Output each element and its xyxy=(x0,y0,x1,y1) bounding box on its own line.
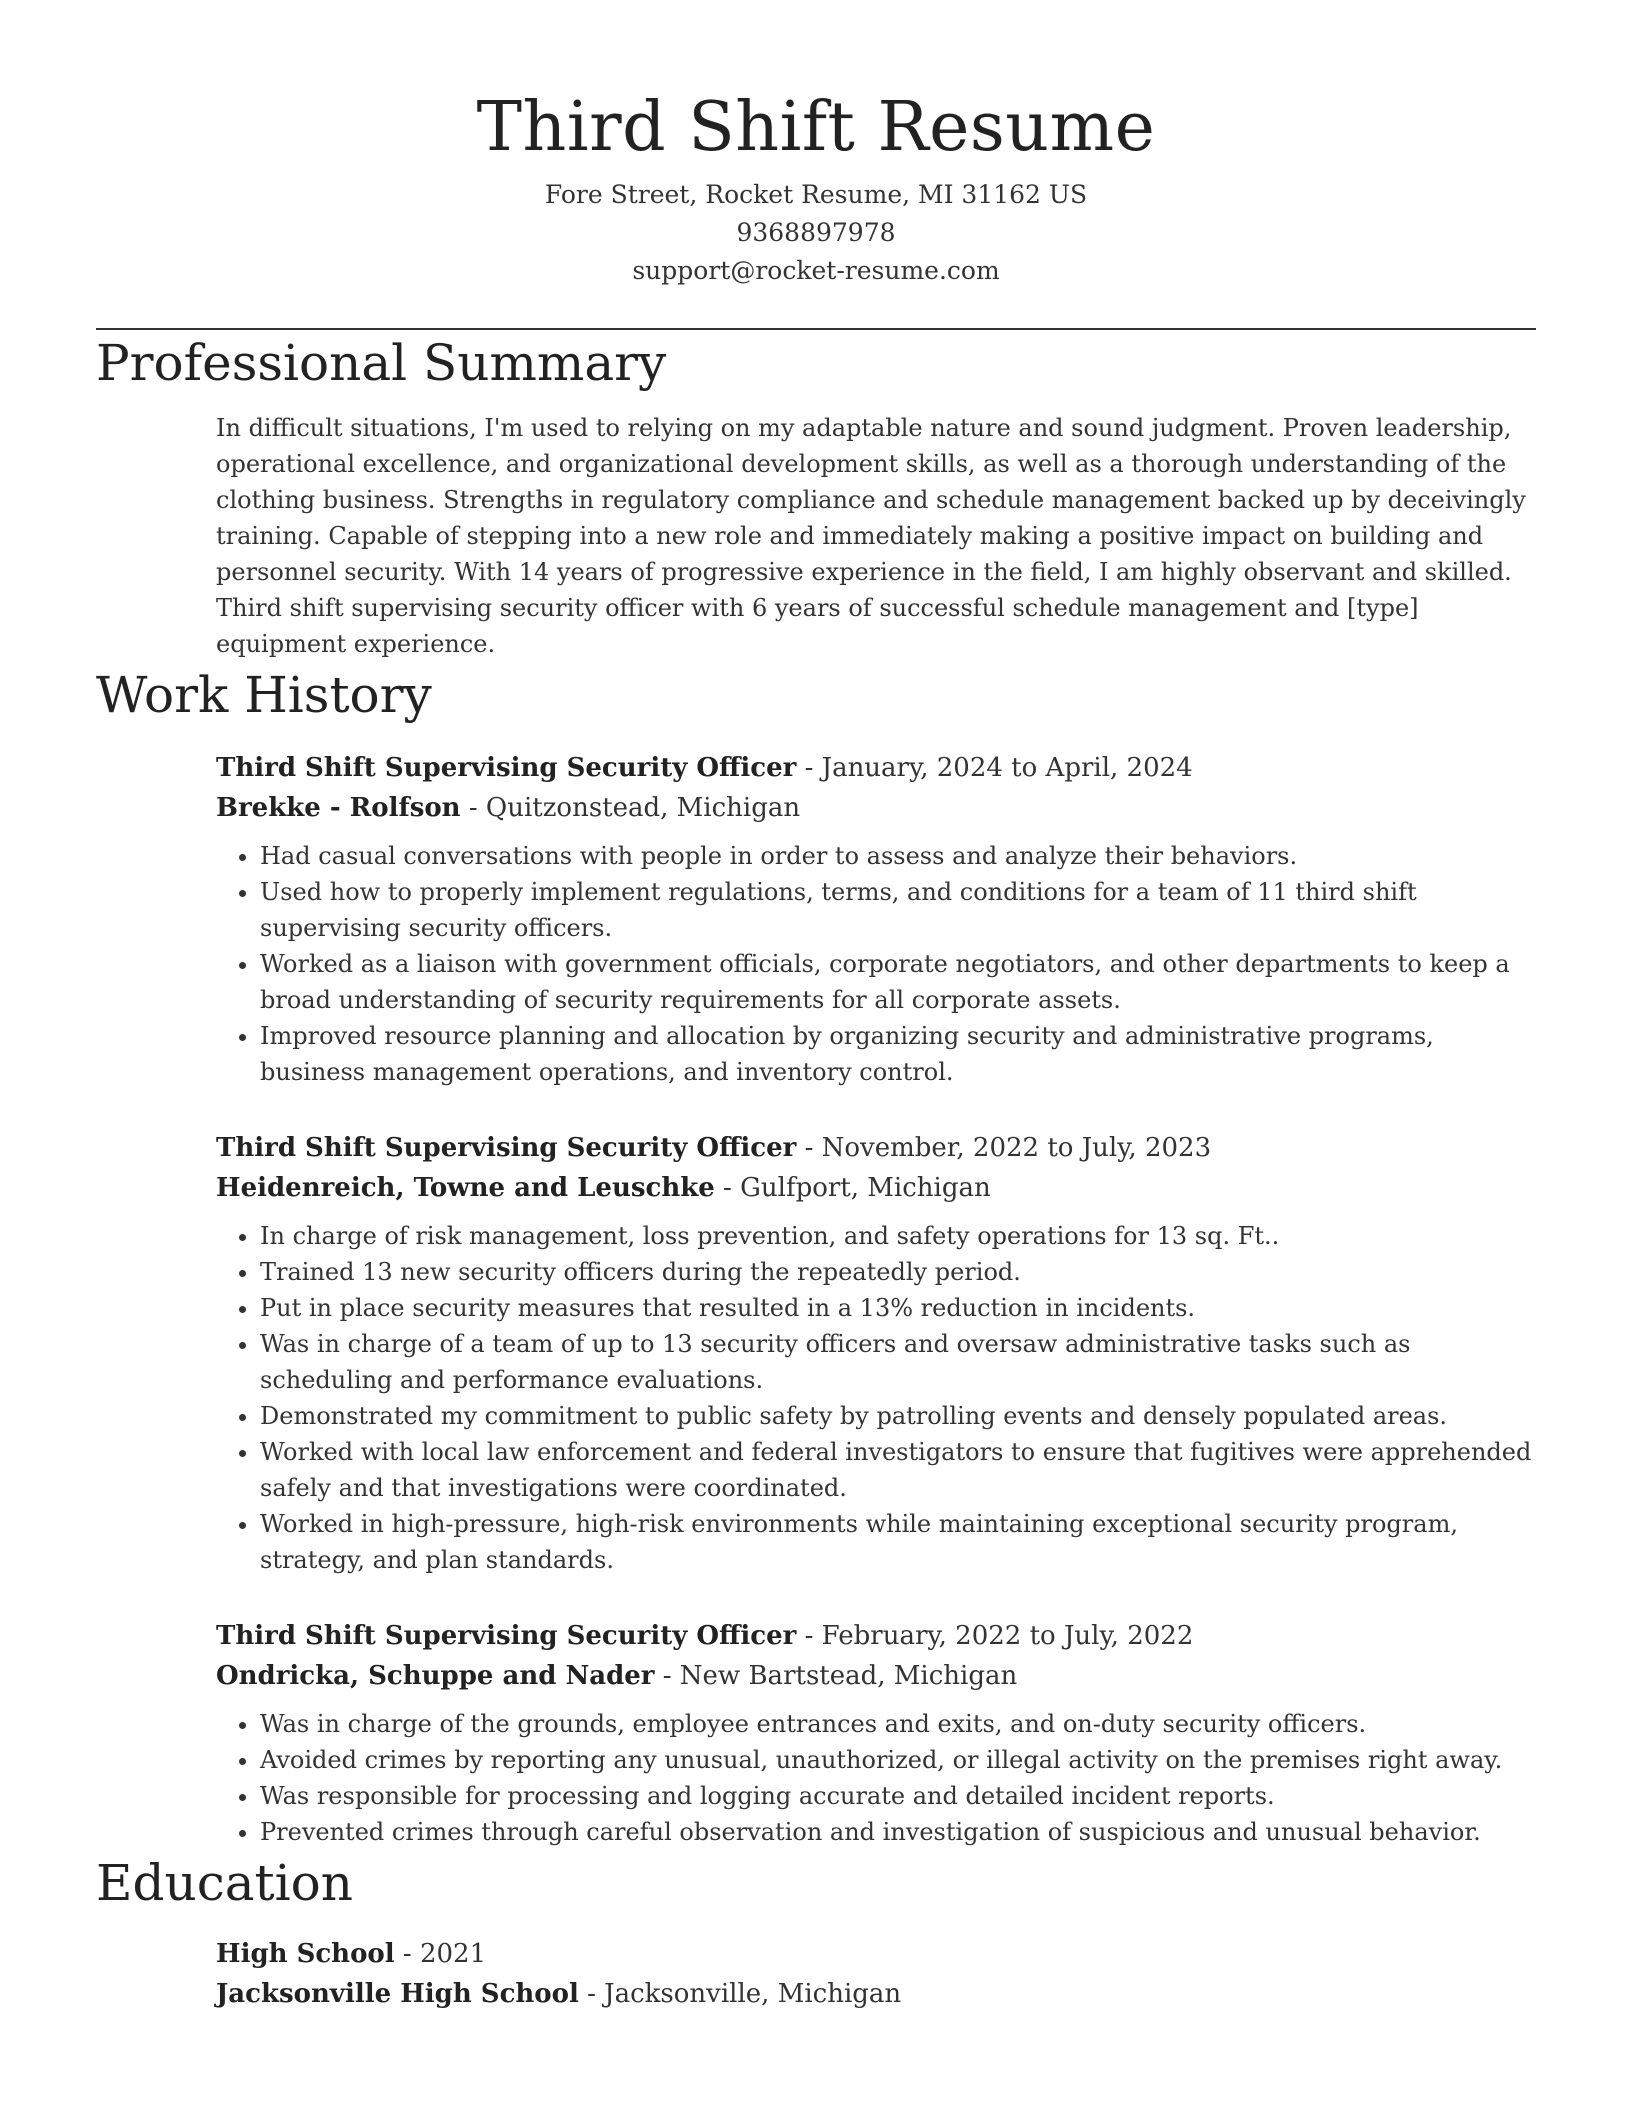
contact-email: support@rocket-resume.com xyxy=(632,256,1000,285)
job-duties xyxy=(216,1218,1536,1578)
job-title-line xyxy=(216,1616,1536,1656)
resume-header xyxy=(96,0,1536,290)
duty-item: • Put in place security measures that resulted in a 13% reduction in incidents. xyxy=(260,1290,1536,1326)
duty-item: • In charge of risk management, loss prevention, and safety operations for 13 sq. Ft.. xyxy=(260,1218,1536,1254)
job-dates: - November, 2022 to July, 2023 xyxy=(796,1133,1212,1163)
education-heading: Education xyxy=(96,1854,353,1912)
duty-item: • Demonstrated my commitment to public safety by patrolling events and densely populated areas. xyxy=(260,1398,1536,1434)
duty-item: • Used how to properly implement regulations, terms, and conditions for a team of 11 third shift supervising security officers. xyxy=(260,874,1536,946)
job-company-line xyxy=(216,1656,1536,1696)
contact-phone: 9368897978 xyxy=(736,218,896,247)
job-duties xyxy=(216,838,1536,1090)
education-degree-line xyxy=(216,1934,1536,1974)
resume-page xyxy=(96,0,1536,2014)
job-dates: - February, 2022 to July, 2022 xyxy=(796,1621,1194,1651)
education-school-line xyxy=(216,1974,1536,2014)
job-company: Brekke - Rolfson xyxy=(216,793,461,823)
job-dates: - January, 2024 to April, 2024 xyxy=(796,753,1193,783)
duty-item: • Was in charge of the grounds, employee entrances and exits, and on-duty security officers. xyxy=(260,1706,1536,1742)
job-location: - Gulfport, Michigan xyxy=(714,1173,991,1203)
education-entry xyxy=(216,1934,1536,2014)
job-position: Third Shift Supervising Security Officer xyxy=(216,1133,797,1163)
duty-item: • Worked in high-pressure, high-risk environments while maintaining exceptional security program, strategy, and plan standards. xyxy=(260,1506,1536,1578)
education-school: Jacksonville High School xyxy=(216,1979,579,2009)
job-company-line xyxy=(216,1168,1536,1208)
duty-item: • Improved resource planning and allocation by organizing security and administrative programs, business management operations, and inventory control. xyxy=(260,1018,1536,1090)
duty-item: • Was in charge of a team of up to 13 security officers and oversaw administrative tasks such as scheduling and performance evaluations. xyxy=(260,1326,1536,1398)
job-position: Third Shift Supervising Security Officer xyxy=(216,1621,797,1651)
duty-item: • Avoided crimes by reporting any unusual, unauthorized, or illegal activity on the premises right away. xyxy=(260,1742,1536,1778)
job-company-line xyxy=(216,788,1536,828)
education-degree: High School xyxy=(216,1939,395,1969)
job-location: - New Bartstead, Michigan xyxy=(654,1661,1018,1691)
job-company: Ondricka, Schuppe and Nader xyxy=(216,1661,655,1691)
job-entry xyxy=(216,1616,1536,1850)
duty-item: • Had casual conversations with people in order to assess and analyze their behaviors. xyxy=(260,838,1536,874)
summary-text: In difficult situations, I'm used to relying on my adaptable nature and sound judgment. Proven leadership, operational excellence, and organizational development skills, as well as a thorough understanding of the clothing business. Strengths in regulatory compliance and schedule management backed up by deceivingly training. Capable of stepping into a new role and immediately making a positive impact on building and personnel security. With 14 years of progressive experience in the field, I am highly observant and skilled. Third shift supervising security officer with 6 years of successful schedule management and [type] equipment experience. xyxy=(216,414,1526,658)
education-year: - 2021 xyxy=(394,1939,487,1969)
contact-info xyxy=(96,176,1536,290)
summary-heading: Professional Summary xyxy=(96,334,667,392)
duty-item: • Prevented crimes through careful observation and investigation of suspicious and unusual behavior. xyxy=(260,1814,1536,1850)
job-title-line xyxy=(216,748,1536,788)
duty-item: • Was responsible for processing and logging accurate and detailed incident reports. xyxy=(260,1778,1536,1814)
work-history-list xyxy=(216,748,1536,1850)
resume-name: Third Shift Resume xyxy=(476,88,1156,167)
duty-item: • Trained 13 new security officers during the repeatedly period. xyxy=(260,1254,1536,1290)
job-position: Third Shift Supervising Security Officer xyxy=(216,753,797,783)
duty-item: • Worked as a liaison with government officials, corporate negotiators, and other departments to keep a broad understanding of security requirements for all corporate assets. xyxy=(260,946,1536,1018)
job-location: - Quitzonstead, Michigan xyxy=(460,793,801,823)
work-history-heading: Work History xyxy=(96,666,432,724)
duty-item: • Worked with local law enforcement and federal investigators to ensure that fugitives were apprehended safely and that investigations were coordinated. xyxy=(260,1434,1536,1506)
job-company: Heidenreich, Towne and Leuschke xyxy=(216,1173,715,1203)
education-location: - Jacksonville, Michigan xyxy=(578,1979,902,2009)
job-entry xyxy=(216,748,1536,1090)
job-title-line xyxy=(216,1128,1536,1168)
contact-address: Fore Street, Rocket Resume, MI 31162 US xyxy=(544,180,1088,209)
job-entry xyxy=(216,1128,1536,1578)
job-duties xyxy=(216,1706,1536,1850)
